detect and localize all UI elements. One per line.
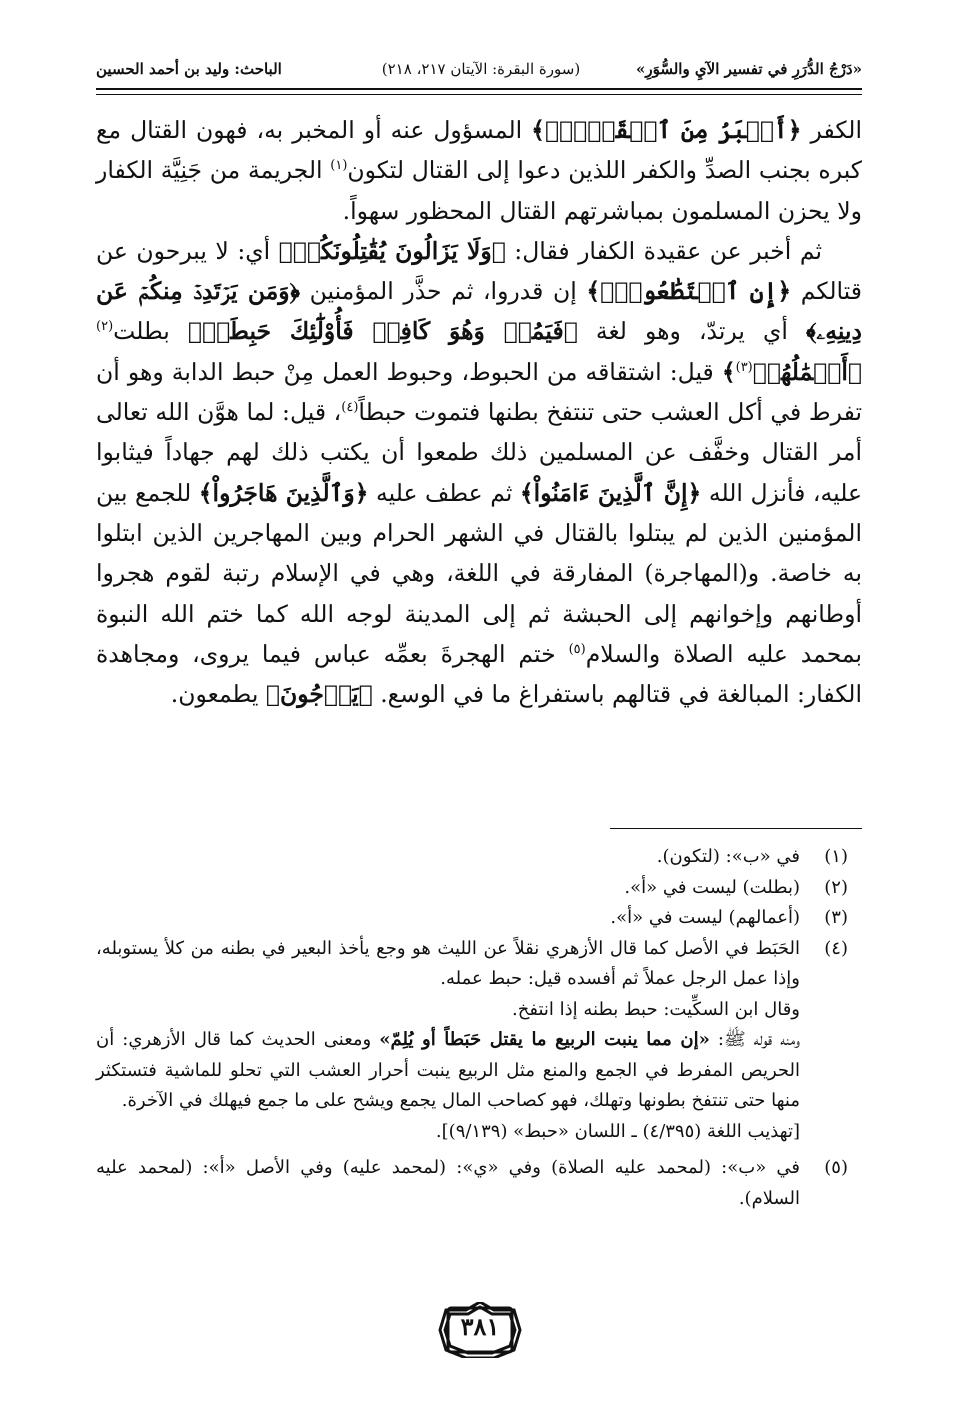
- footnote-2: [96, 873, 862, 904]
- text-segment: أي: لا يبرحون عن قتالكم: [96, 236, 862, 306]
- quran-quote: ﴿أَعۡمَٰلُهُمۡ: [752, 357, 862, 386]
- page-number: ٣٨١: [460, 1312, 500, 1341]
- text-segment: المسؤول عنه أو المخبر به، فهون القتال مع كبره بجنب الصدِّ والكفر اللذين دعوا إلى القتال لتكون: [96, 116, 862, 185]
- hadith-quote: «إن مما ينبت الربيع ما يقتل حَبَطاً أو يُلِمّ»: [379, 1029, 710, 1050]
- footnote-line: الحَبَط في الأصل كما قال الأزهري نقلاً عن الليث هو وجع يأخذ البعير في بطنه من كلأ يستوبله، وإذا عمل الرجل عملاً ثم أفسده قيل: حبط عمله.: [96, 937, 800, 989]
- footnote-marker: (١): [330, 158, 348, 174]
- researcher-name: الباحث: وليد بن أحمد الحسين: [96, 60, 282, 78]
- footnote-marker: (٢): [96, 319, 114, 335]
- text-segment: الجريمة من جَنِيَّة الكفار ولا يحزن المسلمون بمباشرتهم القتال المحظور سهواً.: [96, 156, 862, 225]
- footnote-text: (أعمالهم) ليست في «أ».: [610, 907, 800, 928]
- quran-quote: ﴾: [721, 357, 736, 386]
- footnote-segment: ومعنى الحديث كما قال الأزهري: أن الحريص المفرط في الجمع والمنع مثل الربيع ينبت أحرار العشب التي تحلو للماشية فتستكثر منها حتى تنتفخ بطونها وتهلك، فهو كصاحب المال يجمع ويشح على ما جمع فيهلك في الآخرة.: [96, 1029, 801, 1111]
- text-segment: قيل: اشتقاقه من الحبوط، وحبوط العمل مِنْ حبط الدابة وهو أن تفرط في أكل العشب حتى تنتفخ بطنها فتموت حبطاً: [96, 357, 862, 427]
- text-segment: ختم الهجرةَ بعمِّه عباس فيما يروى، ومجاهدة الكفار: المبالغة في قتالهم باستفراغ ما في الوسع.: [96, 639, 862, 709]
- footnote-1: [96, 842, 862, 873]
- footnote-5: [96, 1153, 862, 1214]
- footnotes: [96, 842, 862, 1214]
- text-segment: للجمع بين المؤمنين الذين لم يبتلوا بالقتال في الشهر الحرام وبين المهاجرين الذين ابتلوا به خاصة. و(المهاجرة) المفارقة في اللغة، وهي في الإسلام رتبة لقوم هجروا أوطانهم وإخوانهم إلى الحبشة ثم إلى المدينة لوجه الله كما ختم الله النبوة بمحمد عليه الصلاة والسلام: [96, 478, 862, 668]
- footnote-number: (٣): [824, 907, 848, 928]
- footnote-text: [96, 934, 800, 1148]
- text-segment: أي يرتدّ، وهو لغة: [577, 317, 806, 346]
- paragraph-1: [96, 110, 862, 231]
- quran-quote: ﴿أَكۡبَرُ مِنَ ٱلۡقَتۡلِۗ﴾: [531, 116, 802, 144]
- footnote-number: (٤): [824, 937, 848, 959]
- footnote-marker: (٤): [341, 400, 359, 416]
- footnote-line: وقال ابن السكِّيت: حبط بطنه إذا انتفخ.: [512, 998, 800, 1020]
- text-segment: ثم أخبر عن عقيدة الكفار فقال:: [505, 236, 822, 265]
- quran-quote: ﴿وَٱلَّذِينَ هَاجَرُواْ﴾: [198, 478, 369, 507]
- footnote-text: (بطلت) ليست في «أ».: [624, 876, 800, 898]
- text-segment: ، قيل: لما هوَّن الله تعالى أمر القتال وخفَّف عن المسلمين ذلك طمعوا أن يكتب ذلك لهم جهاداً فيثابوا عليه، فأنزل الله: [96, 398, 863, 507]
- text-segment: الكفر: [801, 116, 862, 144]
- footnote-text: في «ب»: (لمحمد عليه الصلاة) وفي «ي»: (لمحمد عليه) وفي الأصل «أ»: (لمحمد عليه السلام).: [96, 1157, 800, 1209]
- footnote-marker: (٥): [568, 642, 586, 658]
- book-title: «دَرْجُ الدُّرَرِ في تفسير الآيِ والسُّوَرِ»: [635, 60, 862, 78]
- footnote-number: (٥): [824, 1157, 848, 1178]
- text-segment: إن قدروا، ثم حذَّر المؤمنين: [300, 277, 587, 306]
- text-segment: بطلت: [113, 317, 188, 346]
- footnote-line: [96, 1025, 800, 1117]
- header-rule: [96, 88, 862, 95]
- quran-quote: ﴿فَيَمُتۡ وَهُوَ كَافِرٞ فَأُوْلَٰٓئِكَ حَبِطَتۡ﴾: [187, 317, 578, 346]
- paragraph-2: [96, 231, 862, 715]
- quran-quote: ﴿وَلَا يَزَالُونَ يُقَٰتِلُونَكُمۡ﴾: [278, 236, 506, 265]
- running-header: [96, 56, 862, 84]
- quran-quote: ﴿إِنَّ ٱلَّذِينَ ءَامَنُواْ﴾: [519, 478, 702, 507]
- footnote-number: (٢): [824, 876, 848, 898]
- quran-quote: ﴿إِنِ ٱسۡتَطَٰعُواْۚ﴾: [586, 277, 792, 306]
- footnote-4: [96, 934, 862, 1148]
- footnote-marker: (٣): [735, 359, 753, 375]
- text-segment: يطمعون.: [170, 680, 266, 709]
- footnote-number: (١): [824, 846, 848, 867]
- surah-reference: (سورة البقرة: الآيتان ٢١٧، ٢١٨): [381, 60, 581, 78]
- footnote-segment: ومنه قوله ﷺ:: [709, 1029, 800, 1050]
- footnote-text: في «ب»: (لتكون).: [656, 846, 800, 867]
- footnote-source: [تهذيب اللغة (٤/٣٩٥) ـ اللسان «حبط» (٩/١٣٩)].: [435, 1120, 800, 1142]
- footnote-3: [96, 903, 862, 934]
- footnote-separator: [610, 828, 862, 829]
- quran-quote: ﴿يَرۡجُونَ﴾: [265, 680, 373, 709]
- quran-quote: ﴿وَمَن يَرۡتَدِدۡ مِنكُمۡ عَن دِينِهِۦ﴾: [96, 277, 862, 346]
- text-segment: ثم عطف عليه: [368, 478, 520, 507]
- main-text: [96, 110, 862, 714]
